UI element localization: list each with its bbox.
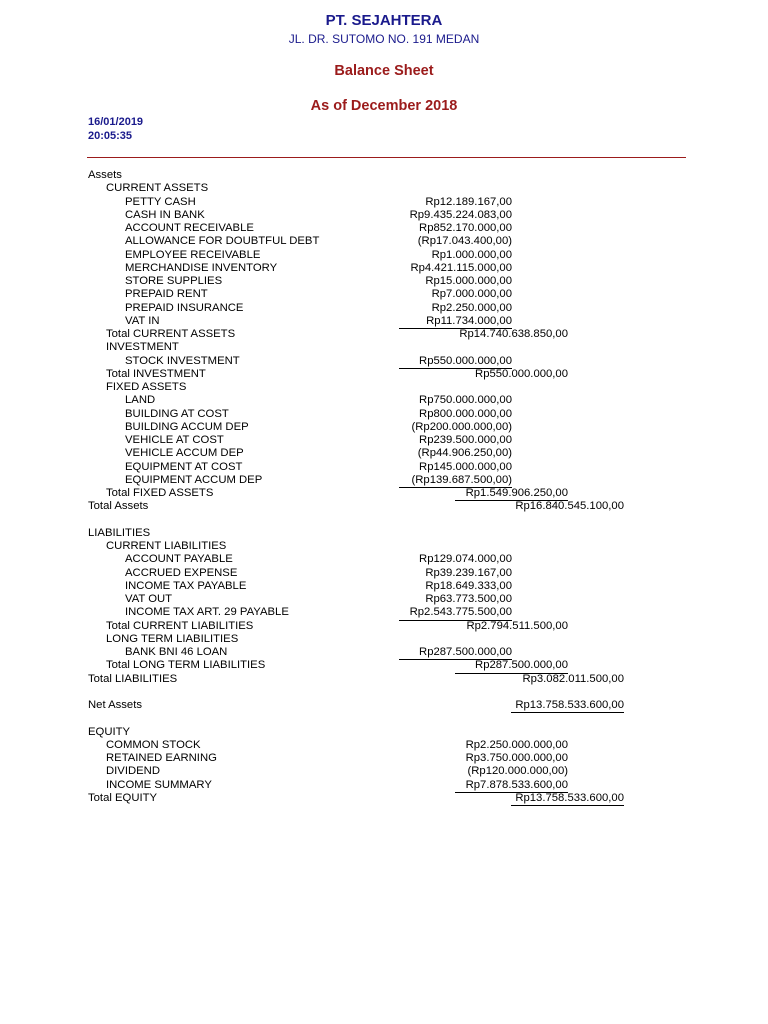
header-divider bbox=[87, 157, 686, 158]
subtotal-rule bbox=[399, 659, 512, 660]
row-amount: Rp14.740.638.850,00 bbox=[459, 328, 568, 340]
row-label: ALLOWANCE FOR DOUBTFUL DEBT bbox=[125, 235, 320, 248]
row-label: BANK BNI 46 LOAN bbox=[125, 646, 228, 658]
row-label: EQUITY bbox=[88, 725, 131, 738]
subtotal-rule bbox=[455, 500, 568, 501]
table-row bbox=[0, 553, 768, 566]
report-period: As of December 2018 bbox=[310, 98, 458, 114]
table-row bbox=[0, 752, 768, 765]
subtotal-rule bbox=[399, 620, 512, 621]
table-row bbox=[0, 739, 768, 752]
row-amount: Rp12.189.167,00 bbox=[425, 195, 512, 208]
row-amount: Rp1.000.000,00 bbox=[431, 248, 512, 261]
subtotal-rule bbox=[455, 792, 568, 793]
row-amount: Rp16.840.545.100,00 bbox=[515, 500, 624, 513]
table-row bbox=[0, 315, 768, 328]
row-amount: Rp239.500.000,00 bbox=[419, 434, 512, 446]
section-heading bbox=[0, 169, 768, 182]
row-label: RETAINED EARNING bbox=[106, 752, 217, 764]
table-row bbox=[0, 196, 768, 209]
table-row bbox=[0, 328, 768, 341]
row-amount: Rp15.000.000,00 bbox=[425, 275, 512, 287]
company-name: PT. SEJAHTERA bbox=[325, 12, 443, 29]
row-amount: (Rp17.043.400,00) bbox=[417, 235, 512, 248]
row-label: Total EQUITY bbox=[88, 791, 158, 804]
row-amount: (Rp44.906.250,00) bbox=[417, 447, 512, 460]
row-label: Total INVESTMENT bbox=[106, 367, 206, 380]
row-label: PREPAID RENT bbox=[125, 288, 208, 301]
row-amount: Rp63.773.500,00 bbox=[425, 593, 512, 605]
table-row bbox=[0, 275, 768, 288]
row-amount: Rp800.000.000,00 bbox=[419, 407, 512, 420]
row-label: Net Assets bbox=[88, 699, 142, 711]
table-row bbox=[0, 408, 768, 421]
row-amount: Rp9.435.224.083,00 bbox=[409, 208, 512, 221]
total-underline bbox=[511, 805, 624, 806]
row-amount: Rp2.250.000,00 bbox=[431, 301, 512, 314]
row-label: VEHICLE AT COST bbox=[125, 434, 224, 446]
row-label: EMPLOYEE RECEIVABLE bbox=[125, 248, 261, 261]
row-amount: Rp145.000.000,00 bbox=[419, 460, 512, 473]
table-row bbox=[0, 620, 768, 633]
table-row bbox=[0, 567, 768, 580]
row-amount: Rp750.000.000,00 bbox=[419, 394, 512, 407]
table-row bbox=[0, 288, 768, 301]
row-label: CURRENT ASSETS bbox=[106, 182, 209, 195]
table-row bbox=[0, 765, 768, 778]
row-label: ACCRUED EXPENSE bbox=[125, 566, 238, 579]
row-amount: Rp7.878.533.600,00 bbox=[465, 778, 568, 791]
row-label: VAT OUT bbox=[125, 593, 173, 605]
report-title: Balance Sheet bbox=[334, 63, 434, 79]
table-row bbox=[0, 593, 768, 606]
table-row bbox=[0, 673, 768, 686]
row-label: BUILDING ACCUM DEP bbox=[125, 420, 249, 433]
table-row bbox=[0, 487, 768, 500]
row-label: BUILDING AT COST bbox=[125, 407, 229, 420]
table-row bbox=[0, 394, 768, 407]
row-amount: (Rp200.000.000,00) bbox=[411, 420, 512, 433]
row-amount: Rp1.549.906.250,00 bbox=[465, 487, 568, 499]
print-date: 16/01/2019 bbox=[88, 116, 144, 128]
row-amount: Rp39.239.167,00 bbox=[425, 566, 512, 579]
row-label: INCOME TAX PAYABLE bbox=[125, 579, 247, 592]
row-amount: Rp2.250.000.000,00 bbox=[465, 738, 568, 751]
row-label: INVESTMENT bbox=[106, 341, 179, 354]
table-row bbox=[0, 474, 768, 487]
row-label: Total CURRENT ASSETS bbox=[106, 328, 236, 340]
table-row bbox=[0, 646, 768, 659]
print-time: 20:05:35 bbox=[88, 130, 133, 142]
row-amount: Rp129.074.000,00 bbox=[419, 553, 512, 566]
table-row bbox=[0, 421, 768, 434]
table-row bbox=[0, 606, 768, 619]
row-amount: Rp2.543.775.500,00 bbox=[409, 606, 512, 619]
blank-row bbox=[0, 686, 768, 699]
row-label: INCOME SUMMARY bbox=[106, 778, 212, 791]
row-amount: (Rp139.687.500,00) bbox=[411, 473, 512, 486]
row-label: CURRENT LIABILITIES bbox=[106, 540, 227, 552]
row-amount: Rp3.750.000.000,00 bbox=[465, 752, 568, 764]
table-row bbox=[0, 699, 768, 712]
row-label: EQUIPMENT AT COST bbox=[125, 460, 243, 473]
row-amount: (Rp120.000.000,00) bbox=[467, 765, 568, 778]
row-label: Total LIABILITIES bbox=[88, 672, 178, 685]
row-amount: Rp550.000.000,00 bbox=[475, 367, 568, 380]
row-label: FIXED ASSETS bbox=[106, 381, 187, 393]
table-row bbox=[0, 434, 768, 447]
row-amount: Rp18.649.333,00 bbox=[425, 579, 512, 592]
row-label: CASH IN BANK bbox=[125, 208, 205, 221]
table-row bbox=[0, 235, 768, 248]
row-amount: Rp13.758.533.600,00 bbox=[515, 791, 624, 804]
section-heading bbox=[0, 527, 768, 540]
row-amount: Rp13.758.533.600,00 bbox=[515, 699, 624, 711]
row-label: Total Assets bbox=[88, 500, 149, 513]
row-label: PETTY CASH bbox=[125, 195, 196, 208]
table-row bbox=[0, 792, 768, 805]
subtotal-rule bbox=[399, 368, 512, 369]
section-heading bbox=[0, 633, 768, 646]
row-amount: Rp7.000.000,00 bbox=[431, 288, 512, 301]
table-row bbox=[0, 368, 768, 381]
row-amount: Rp287.500.000,00 bbox=[475, 659, 568, 672]
section-heading bbox=[0, 182, 768, 195]
row-label: PREPAID INSURANCE bbox=[125, 301, 244, 314]
table-row bbox=[0, 580, 768, 593]
row-label: COMMON STOCK bbox=[106, 738, 201, 751]
row-amount: Rp4.421.115.000,00 bbox=[410, 261, 512, 274]
row-label: Total LONG TERM LIABILITIES bbox=[106, 659, 266, 672]
row-amount: Rp852.170.000,00 bbox=[419, 222, 512, 234]
row-amount: Rp2.794.511.500,00 bbox=[466, 619, 568, 632]
table-row bbox=[0, 209, 768, 222]
row-label: STOCK INVESTMENT bbox=[125, 354, 240, 367]
blank-row bbox=[0, 514, 768, 527]
row-label: LONG TERM LIABILITIES bbox=[106, 632, 239, 645]
table-row bbox=[0, 222, 768, 235]
subtotal-rule bbox=[455, 673, 568, 674]
subtotal-rule bbox=[399, 328, 512, 329]
row-label: EQUIPMENT ACCUM DEP bbox=[125, 473, 263, 486]
subtotal-rule bbox=[399, 487, 512, 488]
row-label: Total FIXED ASSETS bbox=[106, 487, 214, 499]
row-label: MERCHANDISE INVENTORY bbox=[125, 261, 278, 274]
section-heading bbox=[0, 726, 768, 739]
table-row bbox=[0, 779, 768, 792]
table-row bbox=[0, 249, 768, 262]
row-label: INCOME TAX ART. 29 PAYABLE bbox=[125, 606, 289, 619]
table-row bbox=[0, 461, 768, 474]
section-heading bbox=[0, 540, 768, 553]
row-label: STORE SUPPLIES bbox=[125, 275, 223, 287]
row-amount: Rp11.734.000,00 bbox=[426, 314, 512, 327]
table-row bbox=[0, 659, 768, 672]
row-label: LAND bbox=[125, 394, 156, 407]
table-row bbox=[0, 302, 768, 315]
blank-row bbox=[0, 712, 768, 725]
row-label: Assets bbox=[88, 169, 122, 181]
row-label: DIVIDEND bbox=[106, 765, 160, 778]
row-label: Total CURRENT LIABILITIES bbox=[106, 619, 254, 632]
table-row bbox=[0, 447, 768, 460]
section-heading bbox=[0, 381, 768, 394]
table-row bbox=[0, 262, 768, 275]
row-label: VEHICLE ACCUM DEP bbox=[125, 447, 244, 460]
section-heading bbox=[0, 341, 768, 354]
row-amount: Rp550.000.000,00 bbox=[419, 354, 512, 367]
row-label: VAT IN bbox=[125, 314, 160, 327]
row-amount: Rp287.500.000,00 bbox=[419, 646, 512, 658]
table-row bbox=[0, 355, 768, 368]
row-label: ACCOUNT RECEIVABLE bbox=[125, 222, 254, 234]
row-amount: Rp3.082.011.500,00 bbox=[522, 672, 624, 685]
table-row bbox=[0, 500, 768, 513]
row-label: ACCOUNT PAYABLE bbox=[125, 553, 233, 566]
company-address: JL. DR. SUTOMO NO. 191 MEDAN bbox=[288, 32, 480, 46]
row-label: LIABILITIES bbox=[88, 526, 151, 539]
